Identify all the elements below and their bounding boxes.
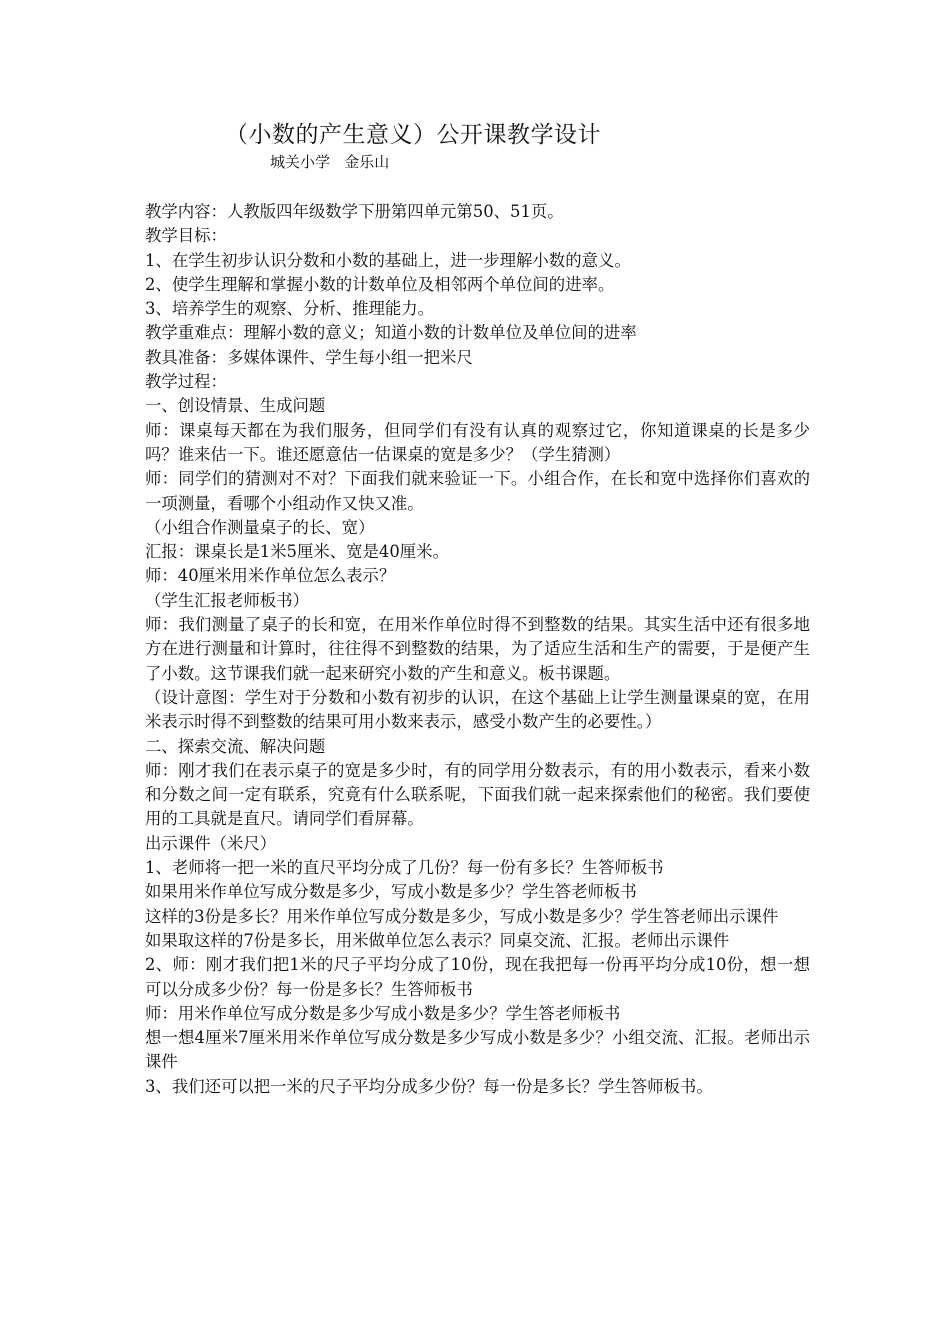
paragraph: 二、探索交流、解决问题 <box>145 736 326 756</box>
paragraph: 教学重难点：理解小数的意义；知道小数的计数单位及单位间的进率 <box>145 323 637 343</box>
paragraph: 1、在学生初步认识分数和小数的基础上，进一步理解小数的意义。 <box>145 250 631 270</box>
paragraph: 想一想4厘米7厘米用米作单位写成分数是多少写成小数是多少？小组交流、汇报。老师出示课件 <box>145 1028 810 1072</box>
paragraph: 师：课桌每天都在为我们服务，但同学们有没有认真的观察过它，你知道课桌的长是多少吗？谁来估一下。谁还愿意估一估课桌的宽是多少？（学生猜测） <box>145 420 810 464</box>
paragraph: 3、培养学生的观察、分析、推理能力。 <box>145 299 435 319</box>
paragraph: 2、师：刚才我们把1米的尺子平均分成了10份，现在我把每一份再平均分成10份，想一想可以分成多少份？每一份是多长？生答师板书 <box>145 955 810 999</box>
paragraph: （学生汇报老师板书） <box>145 590 309 610</box>
paragraph: 师：40厘米用米作单位怎么表示？ <box>145 566 396 586</box>
paragraph: 这样的3份是多长？用米作单位写成分数是多少，写成小数是多少？学生答老师出示课件 <box>145 906 779 926</box>
paragraph: 汇报：课桌长是1米5厘米、宽是40厘米。 <box>145 542 449 562</box>
paragraph: 教学目标： <box>145 226 227 246</box>
paragraph: （小组合作测量桌子的长、宽） <box>145 517 375 537</box>
paragraph: 如果用米作单位写成分数是多少，写成小数是多少？学生答老师板书 <box>145 882 637 902</box>
paragraph: （设计意图：学生对于分数和小数有初步的认识，在这个基础上让学生测量课桌的宽，在用米表示时得不到整数的结果可用小数来表示，感受小数产生的必要性。） <box>145 687 810 732</box>
paragraph: 1、老师将一把一米的直尺平均分成了几份？每一份有多长？生答师板书 <box>145 858 664 878</box>
paragraph: 师：用米作单位写成分数是多少写成小数是多少？学生答老师板书 <box>145 1003 621 1023</box>
paragraph: 2、使学生理解和掌握小数的计数单位及相邻两个单位间的进率。 <box>145 274 615 294</box>
paragraph: 教学过程： <box>145 372 227 392</box>
paragraph: 如果取这样的7份是多长，用米做单位怎么表示？同桌交流、汇报。老师出示课件 <box>145 930 730 950</box>
paragraph: 出示课件（米尺） <box>145 833 277 853</box>
paragraph: 教学内容：人教版四年级数学下册第四单元第50、51页。 <box>145 202 564 221</box>
paragraph: 师：刚才我们在表示桌子的宽是多少时，有的同学用分数表示，有的用小数表示，看来小数和分数之间一定有联系，究竟有什么联系呢，下面我们就一起来探索他们的秘密。我们要使用的工具就是直尺。请同学们看屏幕。 <box>145 760 810 829</box>
paragraph: 3、我们还可以把一米的尺子平均分成多少份？每一份是多长？学生答师板书。 <box>145 1076 713 1096</box>
paragraph: 师：我们测量了桌子的长和宽，在用米作单位时得不到整数的结果。其实生活中还有很多地方在进行测量和计算时，往往得不到整数的结果，为了适应生活和生产的需要，于是便产生了小数。这节课我们就一起来研究小数的产生和意义。板书课题。 <box>145 615 810 683</box>
paragraph: 一、创设情景、生成问题 <box>145 396 326 416</box>
document-body <box>145 200 810 1099</box>
document-title: （小数的产生意义）公开课教学设计 <box>225 122 601 148</box>
document-author: 城关小学 金乐山 <box>270 153 390 171</box>
paragraph: 教具准备：多媒体课件、学生每小组一把米尺 <box>145 347 473 367</box>
paragraph: 师：同学们的猜测对不对？下面我们就来验证一下。小组合作，在长和宽中选择你们喜欢的一项测量，看哪个小组动作又快又准。 <box>145 469 810 513</box>
